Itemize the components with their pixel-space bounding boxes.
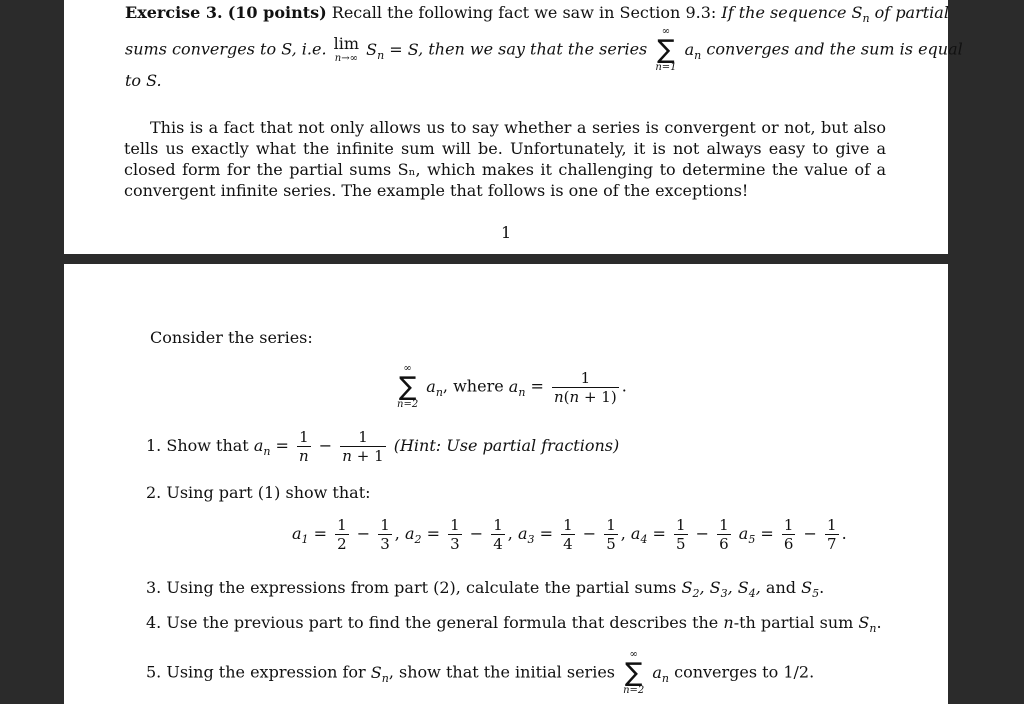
partial-fraction-terms: $a_1$ = $\frac{1}{2}$ − $\frac{1}{3}$ , $a_2$ = $\frac{1}{3}$ − $\frac{1}{4}$ , $a_3$ = $\frac{1}{4}$ − $\frac{1}{5}$ , $a_4$ = $\frac{1}{5}$ − $\frac{1}{6}$ $a_5$ = $\frac{1}{6}$ − $\frac{1}{7}$ .: [292, 516, 847, 553]
list-item-2: 2. Using part (1) show that:: [146, 483, 371, 502]
list-item-5: 5. Using the expression for $S_n$, show that the initial series ∞ ∑ n=2 $a_n$ converges to 1/2.: [146, 649, 815, 696]
fact-text-e: , then we say that the series: [418, 39, 648, 59]
limit-expression: lim n→∞: [333, 34, 360, 64]
hint-text: (Hint: Use partial fractions): [393, 436, 620, 455]
fact-text-f: converges and the sum is equal: [706, 39, 963, 59]
list-item-4: 4. Use the previous part to find the general formula that describes the n-th partial sum $S_n$.: [146, 613, 882, 636]
list-item-3: 3. Using the expressions from part (2), calculate the partial sums $S_2$, $S_3$, $S_4$, and $S_5$.: [146, 578, 825, 601]
list-item-1: 1. Show that $a_n$ = $\frac{1}{n}$ − $\frac{1}{n + 1}$ (Hint: Use partial fractions): [146, 428, 620, 465]
exercise-intro: Recall the following fact we saw in Section 9.3:: [331, 3, 717, 22]
document-page-2: [64, 264, 948, 704]
sigma-symbol: ∞ ∑ n=1: [655, 26, 677, 73]
series-definition: ∞ ∑ n=2 $a_n$, where $a_n$ = $\frac{1}{n(n + 1)}$ .: [397, 363, 627, 410]
sigma-symbol: ∞ ∑ n=2: [623, 649, 645, 696]
fact-text-d: , i.e.: [291, 39, 327, 59]
sigma-symbol: ∞ ∑ n=2: [397, 363, 419, 410]
document-page-1: [64, 0, 963, 254]
fact-line-2: sums converges to S, i.e. lim n→∞ $S_n = S$, then we say that the series ∞ ∑ n=1 $a_n$ converges and the sum is equal: [125, 26, 963, 73]
fact-text-c: sums converges to: [125, 39, 277, 59]
exercise-points: (10 points): [227, 3, 327, 22]
where-text: , where: [442, 376, 504, 396]
exercise-label: Exercise 3.: [125, 3, 223, 22]
fact-text-a: If the sequence: [721, 3, 847, 22]
explanation-paragraph: This is a fact that not only allows us to say whether a series is convergent or not, but also tells us exactly what the infinite sum will be. Unfortunately, it is not always easy to give a closed form for the partial sums Sₙ, which makes it challenging to determine the value of a convergent infinite series. The example that follows is one of the exceptions!: [124, 118, 886, 200]
fact-line-3: to S.: [125, 71, 162, 90]
fact-text-g: to: [125, 71, 142, 90]
consider-text: Consider the series:: [150, 328, 313, 347]
fact-text-b: of partial: [874, 3, 949, 22]
page-number: 1: [501, 223, 512, 242]
exercise-heading-line: Exercise 3. (10 points) Recall the following fact we saw in Section 9.3: If the sequence $S_n$ of partial: [125, 3, 949, 26]
